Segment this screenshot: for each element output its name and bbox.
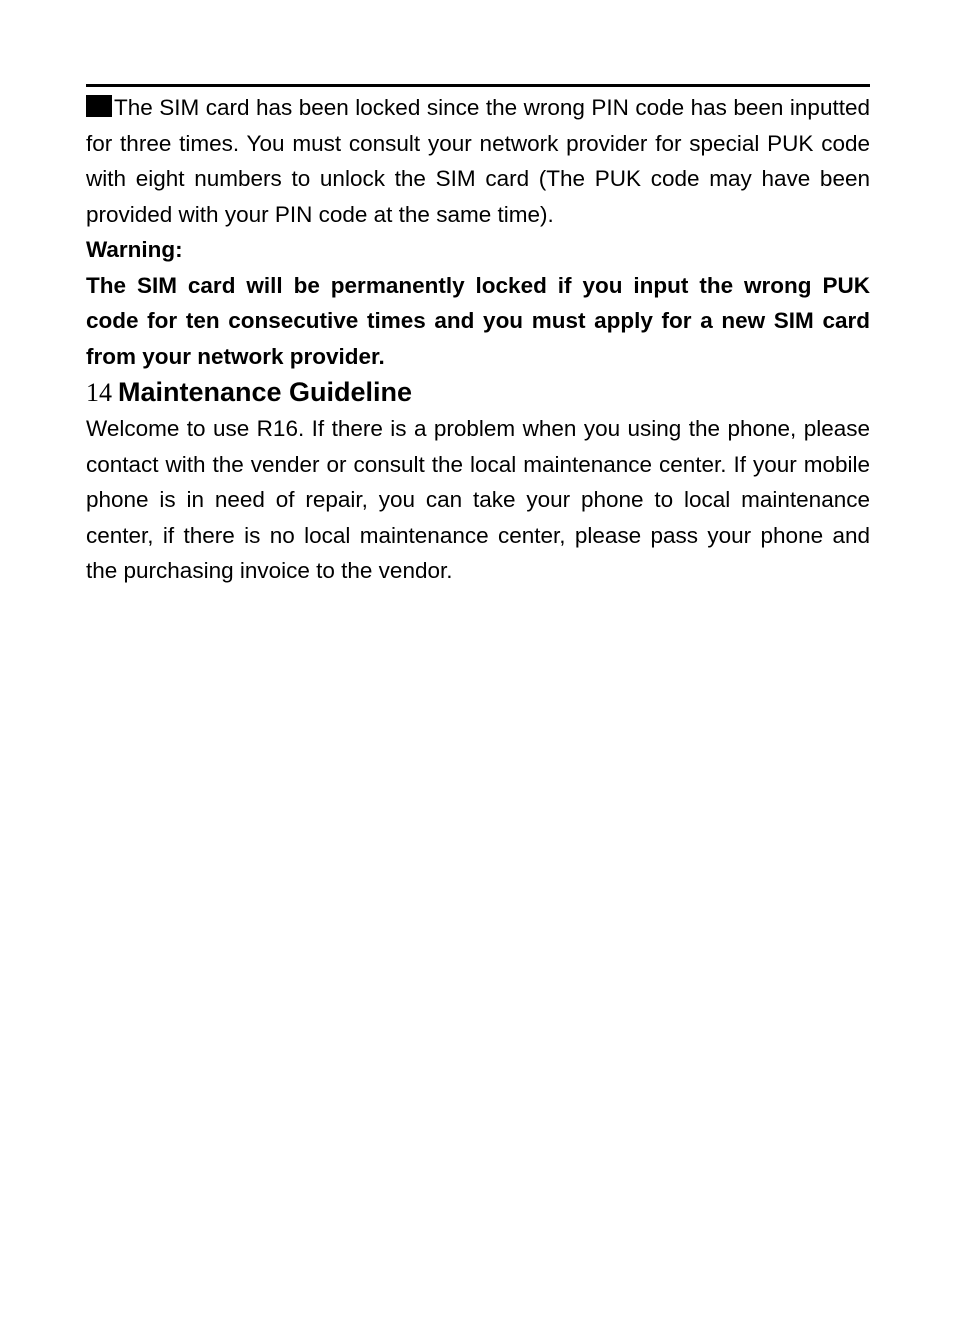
top-horizontal-rule bbox=[86, 84, 870, 87]
sim-lock-text: The SIM card has been locked since the wrong PIN code has been inputted for three times. You must consult your network provider for special PUK code with eight numbers to unlock the SIM card (The PUK code may have been provided with your PIN code at the same time). bbox=[86, 95, 870, 227]
black-square-bullet-icon bbox=[86, 95, 112, 117]
document-page bbox=[86, 84, 870, 589]
sim-lock-paragraph bbox=[86, 90, 870, 232]
section-number: 14 bbox=[86, 378, 112, 407]
warning-text: The SIM card will be permanently locked if you input the wrong PUK code for ten consecutive times and you must apply for a new SIM card from your network provider. bbox=[86, 272, 870, 369]
maintenance-paragraph: Welcome to use R16. If there is a problem when you using the phone, please contact with the vender or consult the local maintenance center. If your mobile phone is in need of repair, you can take your phone to local maintenance center, if there is no local maintenance center, please pass your phone and the purchasing invoice to the vendor. bbox=[86, 416, 870, 583]
section-heading bbox=[86, 374, 870, 411]
section-title: Maintenance Guideline bbox=[118, 377, 413, 407]
warning-label: Warning: bbox=[86, 237, 183, 262]
